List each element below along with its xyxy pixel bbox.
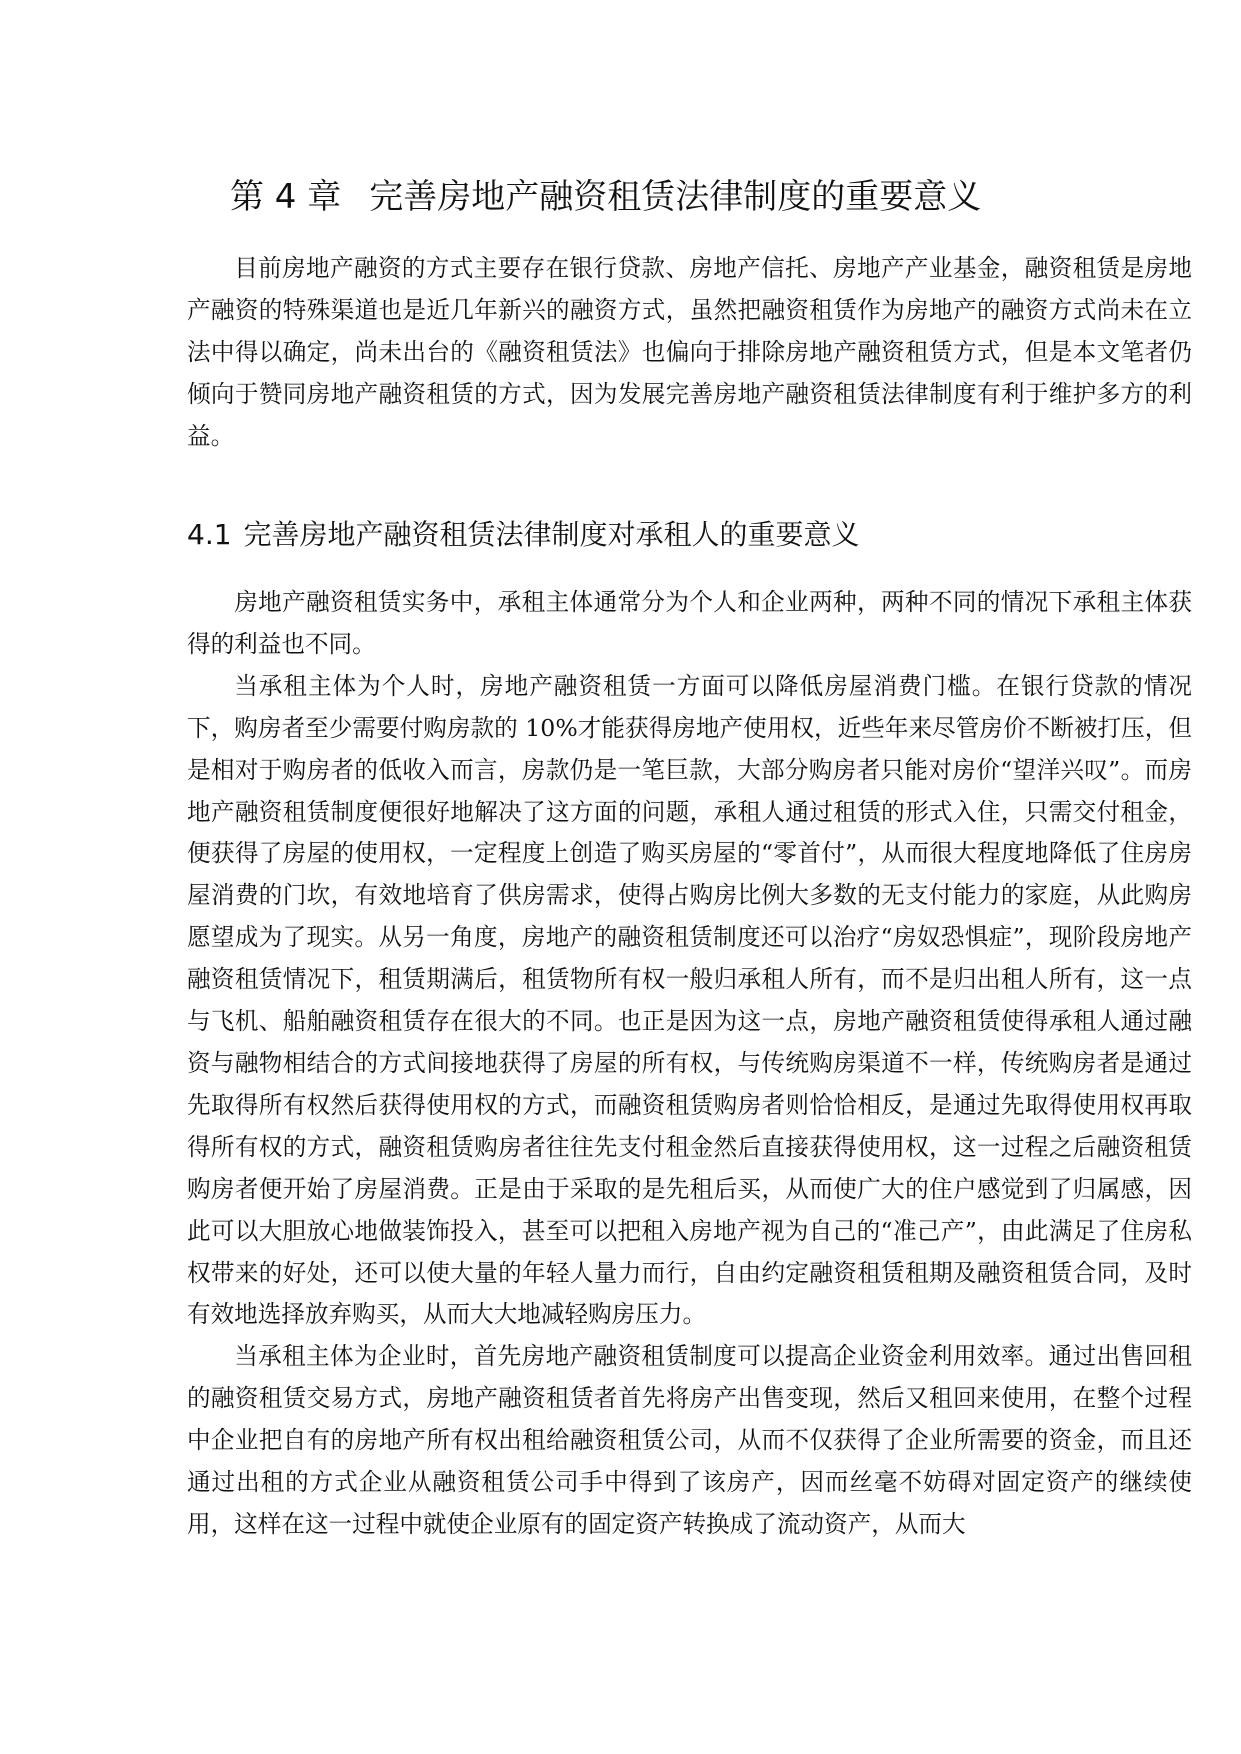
chapter-title-text: 完善房地产融资租赁法律制度的重要意义: [369, 177, 982, 217]
section-title-text: 完善房地产融资租赁法律制度对承租人的重要意义: [243, 518, 860, 551]
section-number: 4.1: [187, 518, 232, 551]
paragraph: 目前房地产融资的方式主要存在银行贷款、房地产信托、房地产产业基金，融资租赁是房地产融资的特殊渠道也是近几年新兴的融资方式，虽然把融资租赁作为房地产的融资方式尚未在立法中得以确定，尚未出台的《融资租赁法》也偏向于排除房地产融资租赁方式，但是本文笔者仍倾向于赞同房地产融资租赁的方式，因为发展完善房地产融资租赁法律制度有利于维护多方的利益。: [187, 254, 1192, 450]
chapter-number: 第 4 章: [230, 177, 342, 217]
section-title: [187, 514, 860, 556]
paragraph: 房地产融资租赁实务中，承租主体通常分为个人和企业两种，两种不同的情况下承租主体获得的利益也不同。: [187, 588, 1192, 658]
chapter-title: [230, 172, 981, 222]
intro-text: [187, 248, 1192, 458]
section-text: [187, 582, 1192, 1546]
paragraph: 当承租主体为个人时，房地产融资租赁一方面可以降低房屋消费门槛。在银行贷款的情况下，购房者至少需要付购房款的 10%才能获得房地产使用权，近些年来尽管房价不断被打压，但是相对于购房者的低收入而言，房款仍是一笔巨款，大部分购房者只能对房价“望洋兴叹”。而房地产融资租赁制度便很好地解决了这方面的问题，承租人通过租赁的形式入住，只需交付租金，便获得了房屋的使用权，一定程度上创造了购买房屋的“零首付”，从而很大程度地降低了住房房屋消费的门坎，有效地培育了供房需求，使得占购房比例大多数的无支付能力的家庭，从此购房愿望成为了现实。从另一角度，房地产的融资租赁制度还可以治疗“房奴恐惧症”，现阶段房地产融资租赁情况下，租赁期满后，租赁物所有权一般归承租人所有，而不是归出租人所有，这一点与飞机、船舶融资租赁存在很大的不同。也正是因为这一点，房地产融资租赁使得承租人通过融资与融物相结合的方式间接地获得了房屋的所有权，与传统购房渠道不一样，传统购房者是通过先取得所有权然后获得使用权的方式，而融资租赁购房者则恰恰相反，是通过先取得使用权再取得所有权的方式，融资租赁购房者往往先支付租金然后直接获得使用权，这一过程之后融资租赁购房者便开始了房屋消费。正是由于采取的是先租后买，从而使广大的住户感觉到了归属感，因此可以大胆放心地做装饰投入，甚至可以把租入房地产视为自己的“准己产”，由此满足了住房私权带来的好处，还可以使大量的年轻人量力而行，自由约定融资租赁租期及融资租赁合同，及时有效地选择放弃购买，从而大大地减轻购房压力。: [187, 671, 1192, 1329]
paragraph: 当承租主体为企业时，首先房地产融资租赁制度可以提高企业资金利用效率。通过出售回租的融资租赁交易方式，房地产融资租赁者首先将房产出售变现，然后又租回来使用，在整个过程中企业把自有的房地产所有权出租给融资租赁公司，从而不仅获得了企业所需要的资金，而且还通过出租的方式企业从融资租赁公司手中得到了该房产，因而丝毫不妨碍对固定资产的继续使用，这样在这一过程中就使企业原有的固定资产转换成了流动资产，从而大: [187, 1342, 1192, 1538]
